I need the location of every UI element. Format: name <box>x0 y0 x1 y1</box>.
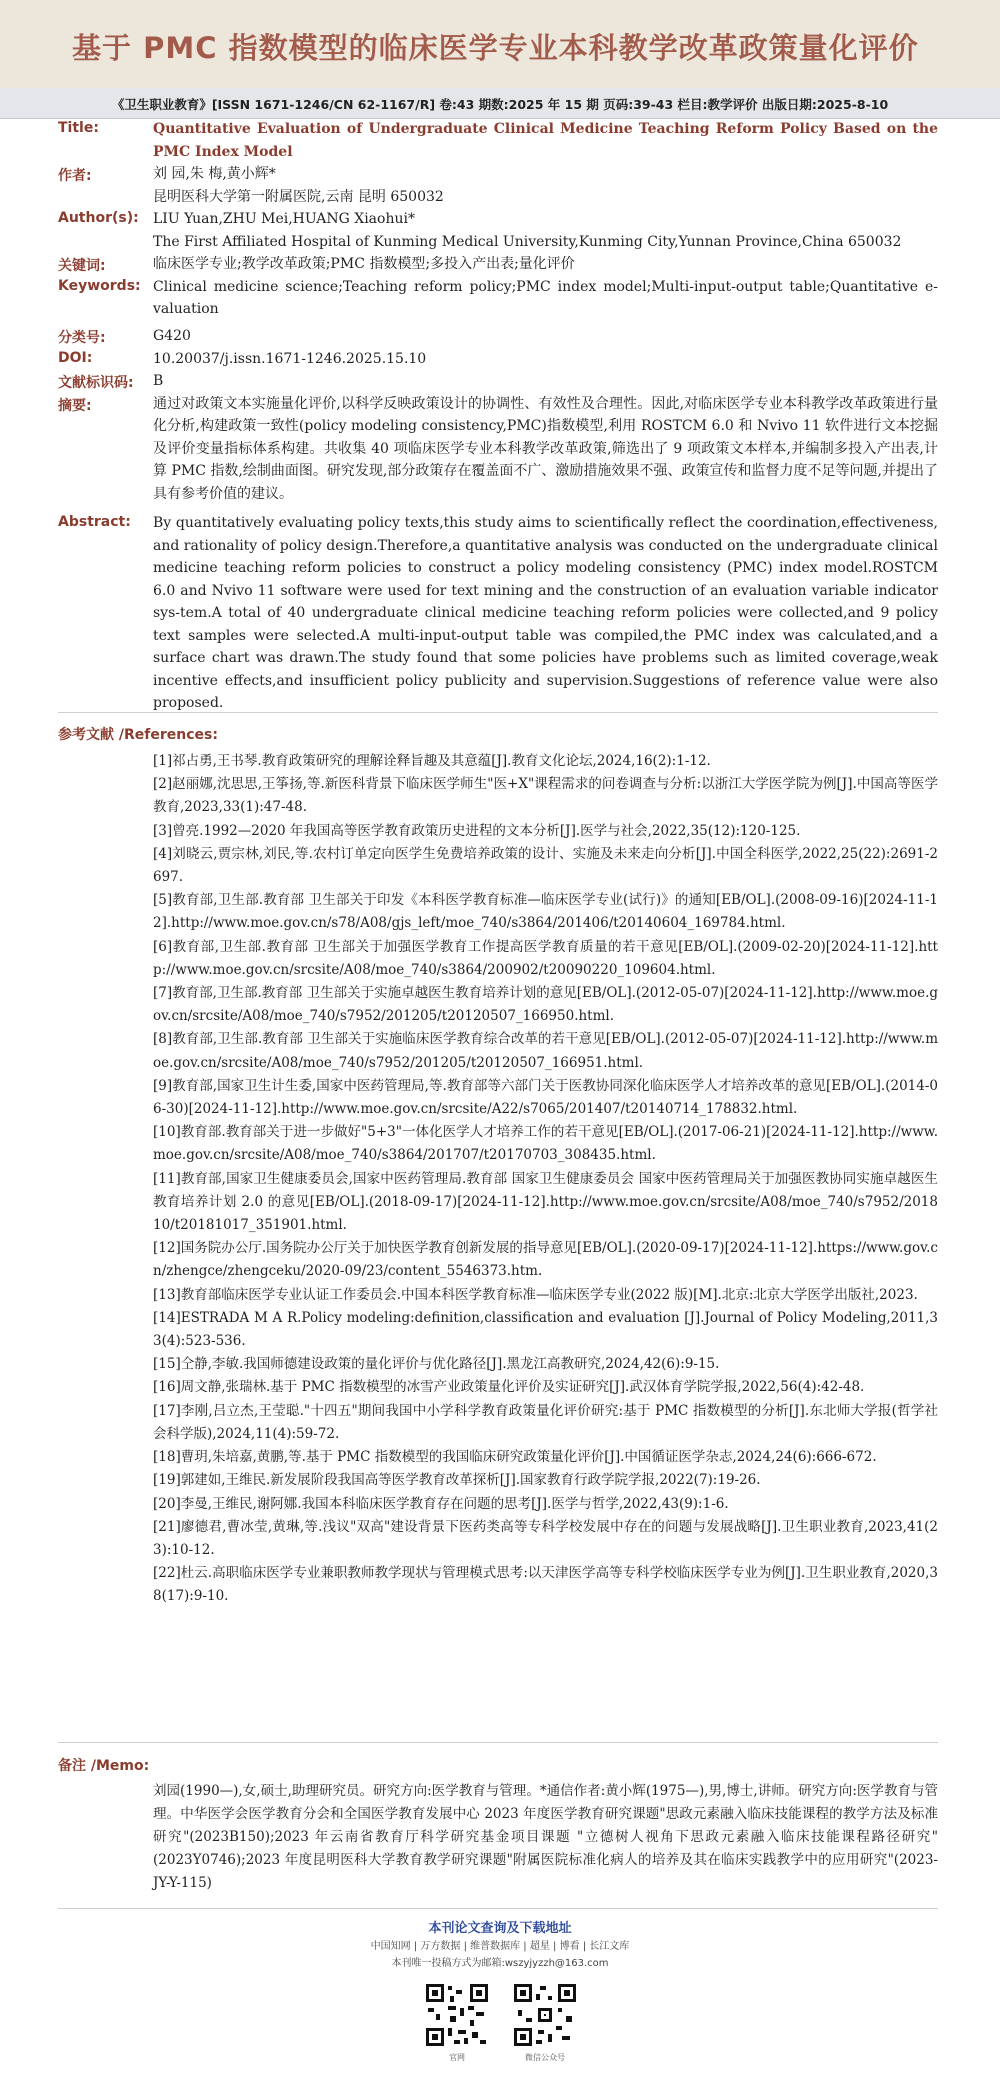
english-title: Quantitative Evaluation of Undergraduate Clinical Medicine Teaching Reform Policy Based on the PMC Index Model <box>153 121 938 160</box>
affiliation-cn: 昆明医科大学第一附属医院,云南 昆明 650032 <box>153 188 444 205</box>
authors-cn: 刘 园,朱 梅,黄小辉* <box>153 166 276 182</box>
reference-item: [6]教育部,卫生部.教育部 卫生部关于加强医学教育工作提高医学教育质量的若干意见[EB/OL].(2009-02-20)[2024-11-12].http://www.moe.gov.cn/srcsite/A08/moe_740/s3864/200902/t20090220_109604.html. <box>153 938 938 978</box>
abstract-en: By quantitatively evaluating policy texts,this study aims to scientifically reflect the coordination,effectiveness, and rationality of policy design.Therefore,a quantitative analysis was conducted on the undergraduate clinical medicine teaching reform policies to construct a policy modeling consistency (PMC) index model.ROSTCM 6.0 and Nvivo 11 software were used for text mining and the construction of an evaluation variable indicator sys-tem.A total of 40 undergraduate clinical medicine teaching reform policies were collected,and 9 policy text samples were selected.A multi-input-output table was compiled,the PMC index was calculated,and a surface chart was drawn.The study found that some policies have problems such as limited coverage,weak incentive effects,and insufficient policy publicity and supervision.Suggestions of reference value were also proposed. <box>153 515 938 711</box>
reference-item: [16]周文静,张瑞林.基于 PMC 指数模型的冰雪产业政策量化评价及实证研究[J].武汉体育学院学报,2022,56(4):42-48. <box>153 1379 865 1396</box>
reference-item: [4]刘晓云,贾宗林,刘民,等.农村订单定向医学生免费培养政策的设计、实施及未来走向分析[J].中国全科医学,2022,25(22):2691-2697. <box>153 845 938 886</box>
issue-info-bar <box>0 88 1000 119</box>
reference-item: [17]李刚,吕立杰,王莹聪."十四五"期间我国中小学科学教育政策量化评价研究:基于 PMC 指数模型的分析[J].东北师大学报(哲学社会科学版),2024,11(4):59-72. <box>153 1402 938 1442</box>
doc-code-value: B <box>153 373 164 389</box>
reference-item: [11]教育部,国家卫生健康委员会,国家中医药管理局.教育部 国家卫生健康委员会 国家中医药管理局关于加强医教协同实施卓越医生教育培养计划 2.0 的意见[EB/OL].(2018-09-17)[2024-11-12].http://www.moe.gov.cn/srcsite/A08/moe_740/s7952/201810/t20181017_351901.html. <box>153 1170 938 1234</box>
issue-info-text: 《卫生职业教育》[ISSN 1671-1246/CN 62-1167/R] 卷:43 期数:2025 年 15 期 页码:39-43 栏目:教学评价 出版日期:2025-8-10 <box>111 97 889 112</box>
header-banner <box>0 0 1000 90</box>
divider-refs <box>58 712 938 713</box>
abstract-cn: 通过对政策文本实施量化评价,以科学反映政策设计的协调性、有效性及合理性。因此,对临床医学专业本科教学改革政策进行量化分析,构建政策一致性(policy modeling consistency,PMC)指数模型,利用 ROSTCM 6.0 和 Nvivo 11 软件进行文本挖掘及评价变量指标体系构建。共收集 40 项临床医学专业本科教学改革政策,筛选出了 9 项政策文本样本,并编制多投入产出表,计算 PMC 指数,绘制曲面图。研究发现,部分政策存在覆盖面不广、激励措施效果不强、政策宣传和监督力度不足等问题,并提出了具有参考价值的建议。 <box>153 395 938 502</box>
doi-label: DOI: <box>58 349 93 366</box>
authors-en-label: Author(s): <box>58 210 139 226</box>
authors-en: LIU Yuan,ZHU Mei,HUANG Xiaohui* <box>153 211 415 227</box>
qr-caption-website: 官网 <box>449 2053 465 2062</box>
authors-label: 作者: <box>58 168 92 184</box>
reference-item: [2]赵丽娜,沈思思,王筝扬,等.新医科背景下临床医学师生"医+X"课程需求的问卷调查与分析:以浙江大学医学院为例[J].中国高等医学教育,2023,33(1):47-48. <box>153 776 938 816</box>
divider-memo <box>58 1742 938 1743</box>
reference-item: [18]曹玥,朱培嘉,黄鹏,等.基于 PMC 指数模型的我国临床研究政策量化评价[J].中国循证医学杂志,2024,24(6):666-672. <box>153 1449 877 1466</box>
keywords-label: 关键词: <box>58 258 106 274</box>
reference-item: [12]国务院办公厅.国务院办公厅关于加快医学教育创新发展的指导意见[EB/OL].(2020-09-17)[2024-11-12].https://www.gov.cn/zhengce/zhengceku/2020-09/23/content_5546373.htm. <box>153 1240 938 1280</box>
reference-item: [5]教育部,卫生部.教育部 卫生部关于印发《本科医学教育标准—临床医学专业(试行)》的通知[EB/OL].(2008-09-16)[2024-11-12].http://www.moe.gov.cn/s78/A08/gjs_left/moe_740/s3864/201406/t20140604_169784.html. <box>153 892 938 932</box>
reference-item: [1]祁占勇,王书琴.教育政策研究的理解诠释旨趣及其意蕴[J].教育文化论坛,2024,16(2):1-12. <box>153 753 711 769</box>
qr-code-wechat-icon[interactable] <box>512 1982 578 2048</box>
affiliation-en: The First Affiliated Hospital of Kunming Medical University,Kunming City,Yunnan Province,China 650032 <box>153 233 902 250</box>
class-value: G420 <box>153 328 191 344</box>
qr-code-website-icon[interactable] <box>424 1982 490 2048</box>
abstract-cn-label: 摘要: <box>58 397 92 414</box>
page-title: 基于 PMC 指数模型的临床医学专业本科教学改革政策量化评价 <box>72 31 919 65</box>
reference-item: [22]杜云.高职临床医学专业兼职教师教学现状与管理模式思考:以天津医学高等专科学校临床医学专业为例[J].卫生职业教育,2020,38(17):9-10. <box>153 1565 938 1605</box>
reference-item: [21]廖德君,曹冰莹,黄琳,等.浅议"双高"建设背景下医药类高等专科学校发展中存在的问题与发展战略[J].卫生职业教育,2023,41(23):10-12. <box>153 1518 938 1558</box>
keywords-en: Clinical medicine science;Teaching reform policy;PMC index model;Multi-input-output table;Quantitative e-valuation <box>153 278 938 317</box>
doc-code-label: 文献标识码: <box>58 375 134 391</box>
reference-item: [13]教育部临床医学专业认证工作委员会.中国本科医学教育标准—临床医学专业(2022 版)[M].北京:北京大学医学出版社,2023. <box>153 1286 918 1303</box>
reference-item: [14]ESTRADA M A R.Policy modeling:definition,classification and evaluation [J].Journal of Policy Modeling,2011,33(4):523-536. <box>153 1309 938 1350</box>
doi-value[interactable]: 10.20037/j.issn.1671-1246.2025.15.10 <box>153 350 427 367</box>
title-label: Title: <box>58 120 99 136</box>
reference-item: [8]教育部,卫生部.教育部 卫生部关于实施临床医学教育综合改革的若干意见[EB/OL].(2012-05-07)[2024-11-12].http://www.moe.gov.cn/srcsite/A08/moe_740/s7952/201205/t20120507_166951.html. <box>153 1031 938 1071</box>
memo-heading: 备注 /Memo: <box>58 1758 150 1774</box>
abstract-en-label: Abstract: <box>58 514 131 530</box>
keywords-en-label: Keywords: <box>58 277 141 294</box>
class-label: 分类号: <box>58 330 106 346</box>
reference-item: [10]教育部.教育部关于进一步做好"5+3"一体化医学人才培养工作的若干意见[EB/OL].(2017-06-21)[2024-11-12].http://www.moe.gov.cn/srcsite/A08/moe_740/s3864/201707/t20170703_308435.html. <box>153 1124 938 1164</box>
divider-footer <box>58 1908 938 1909</box>
reference-item: [15]仝静,李敏.我国师德建设政策的量化评价与优化路径[J].黑龙江高教研究,2024,42(6):9-15. <box>153 1356 720 1373</box>
references-list <box>153 750 938 1609</box>
qr-caption-wechat: 微信公众号 <box>525 2053 565 2062</box>
reference-item: [19]郭建如,王维民.新发展阶段我国高等医学教育改革探析[J].国家教育行政学院学报,2022(7):19-26. <box>153 1472 761 1489</box>
memo-text: 刘园(1990—),女,硕士,助理研究员。研究方向:医学教育与管理。*通信作者:黄小辉(1975—),男,博士,讲师。研究方向:医学教育与管理。中华医学会医学教育分会和全国医学教育发展中心 2023 年度医学教育研究课题"思政元素融入临床技能课程的教学方法及标准研究"(2023B150);2023 年云南省教育厅科学研究基金项目课题 "立德树人视角下思政元素融入临床技能课程路径研究"(2023Y0746);2023 年度昆明医科大学教育教学研究课题"附属医院标准化病人的培养及其在临床实践教学中的应用研究"(2023-JY-Y-115) <box>153 1783 938 1891</box>
footer-email[interactable]: 本刊唯一投稿方式为邮箱:wszyjyzzh@163.com <box>391 1958 609 1969</box>
reference-item: [7]教育部,卫生部.教育部 卫生部关于实施卓越医生教育培养计划的意见[EB/OL].(2012-05-07)[2024-11-12].http://www.moe.gov.cn/srcsite/A08/moe_740/s7952/201205/t20120507_166950.html. <box>153 985 938 1025</box>
references-heading: 参考文献 /References: <box>58 727 218 743</box>
footer-title: 本刊论文查询及下载地址 <box>428 1921 572 1936</box>
reference-item: [20]李曼,王维民,谢阿娜.我国本科临床医学教育存在问题的思考[J].医学与哲学,2022,43(9):1-6. <box>153 1495 729 1512</box>
reference-item: [3]曾亮.1992—2020 年我国高等医学教育政策历史进程的文本分析[J].医学与社会,2022,35(12):120-125. <box>153 822 801 839</box>
footer-databases: 中国知网 | 万方数据 | 维普数据库 | 超星 | 博看 | 长江文库 <box>370 1941 630 1952</box>
reference-item: [9]教育部,国家卫生计生委,国家中医药管理局,等.教育部等六部门关于医教协同深化临床医学人才培养改革的意见[EB/OL].(2014-06-30)[2024-11-12].http://www.moe.gov.cn/srcsite/A22/s7065/201407/t20140714_178832.html. <box>153 1077 938 1118</box>
keywords-cn: 临床医学专业;教学改革政策;PMC 指数模型;多投入产出表;量化评价 <box>153 256 575 272</box>
